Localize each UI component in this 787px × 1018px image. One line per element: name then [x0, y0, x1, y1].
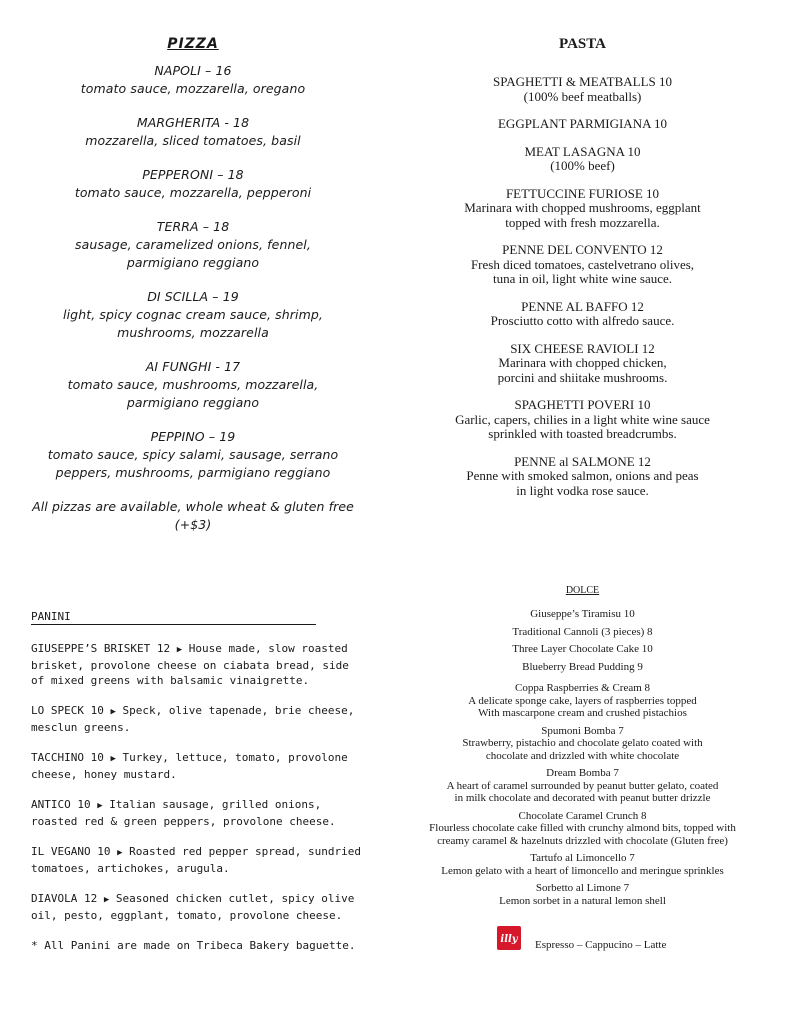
panini-item [31, 703, 361, 735]
pizza-name: AI FUNGHI - 17 [145, 359, 241, 374]
svg-text:illy: illy [500, 934, 518, 945]
pasta-item [410, 75, 755, 104]
dolce-item [410, 852, 755, 877]
pizza-desc: light, spicy cognac cream sauce, shrimp, mushrooms, mozzarella [63, 307, 323, 340]
coffee-line [497, 926, 747, 952]
pizza-heading: PIZZA [167, 36, 219, 52]
pizza-item [18, 288, 368, 342]
pasta-item [410, 243, 755, 287]
panini-name: LO SPECK 10 [31, 704, 104, 717]
pasta-desc: Marinara with chopped chicken, porcini and shiitake mushrooms. [497, 355, 668, 385]
pizza-item [18, 166, 368, 202]
dolce-item [410, 626, 755, 639]
pizza-name: MARGHERITA - 18 [136, 115, 250, 130]
panini-heading: PANINI [31, 610, 316, 625]
illy-logo-icon [497, 926, 521, 950]
panini-desc: House made, slow roasted brisket, provolone cheese on ciabata bread, side of mixed greens with balsamic vinaigrette. [31, 642, 349, 687]
dolce-name: Sorbetto al Limone 7 [535, 882, 630, 894]
dolce-desc: A delicate sponge cake, layers of raspberries topped With mascarpone cream and crushed pistachios [468, 694, 697, 719]
dolce-item [410, 810, 755, 848]
panini-name: GIUSEPPE’S BRISKET 12 [31, 642, 171, 655]
pasta-name: PENNE DEL CONVENTO 12 [502, 242, 663, 257]
dolce-desc: A heart of caramel surrounded by peanut butter gelato, coated in milk chocolate and decorated with peanut butter drizzle [446, 779, 719, 804]
pizza-desc: tomato sauce, mozzarella, oregano [80, 81, 306, 96]
pasta-item [410, 398, 755, 442]
panini-note: * All Panini are made on Tribeca Bakery baguette. [31, 939, 356, 952]
dolce-name: Coppa Raspberries & Cream 8 [514, 682, 651, 694]
pizza-name: PEPPINO – 19 [150, 429, 236, 444]
panini-name: TACCHINO 10 [31, 751, 104, 764]
dolce-name: Giuseppe’s Tiramisu 10 [530, 608, 635, 620]
panini-desc: Turkey, lettuce, tomato, provolone cheese, honey mustard. [31, 751, 348, 781]
panini-desc: Speck, olive tapenade, brie cheese, mesclun greens. [31, 704, 355, 734]
pasta-desc: Garlic, capers, chilies in a light white wine sauce sprinkled with toasted breadcrumbs. [455, 411, 710, 441]
dolce-name: Dream Bomba 7 [546, 767, 619, 779]
pizza-name: NAPOLI – 16 [154, 63, 232, 78]
pasta-item [410, 300, 755, 329]
pizza-desc: tomato sauce, mozzarella, pepperoni [74, 185, 312, 200]
arrow-icon: ▶ [110, 754, 116, 764]
dolce-desc: Lemon sorbet in a natural lemon shell [499, 894, 666, 907]
pizza-name: DI SCILLA – 19 [147, 289, 239, 304]
pasta-name: SPAGHETTI POVERI 10 [514, 397, 651, 412]
pasta-name: SIX CHEESE RAVIOLI 12 [510, 340, 655, 356]
pasta-desc: Marinara with chopped mushrooms, eggplant topped with fresh mozzarella. [464, 200, 701, 230]
panini-item [31, 844, 361, 876]
dolce-name: Traditional Cannoli (3 pieces) 8 [512, 625, 653, 638]
panini-name: IL VEGANO 10 [31, 845, 111, 858]
pizza-item [18, 114, 368, 150]
pizza-note: All pizzas are available, whole wheat & gluten free (+$3) [32, 499, 354, 532]
dolce-name: Spumoni Bomba 7 [541, 724, 624, 737]
pasta-item [410, 145, 755, 174]
pasta-item [410, 117, 755, 132]
pizza-name: TERRA – 18 [156, 219, 230, 234]
dolce-item [410, 682, 755, 720]
pasta-desc: Prosciutto cotto with alfredo sauce. [490, 313, 675, 328]
pasta-desc: (100% beef) [550, 158, 615, 173]
pizza-desc: tomato sauce, spicy salami, sausage, serrano peppers, mushrooms, parmigiano reggiano [47, 447, 339, 480]
pasta-name: FETTUCCINE FURIOSE 10 [505, 185, 660, 201]
pizza-section [18, 36, 368, 534]
dolce-item [410, 767, 755, 805]
pizza-desc: sausage, caramelized onions, fennel, parmigiano reggiano [75, 237, 311, 270]
arrow-icon: ▶ [117, 848, 123, 858]
pizza-item [18, 62, 368, 98]
pasta-name: SPAGHETTI & MEATBALLS 10 [492, 74, 672, 89]
dolce-name: Three Layer Chocolate Cake 10 [512, 643, 653, 655]
panini-name: ANTICO 10 [31, 798, 91, 811]
pasta-item [410, 455, 755, 499]
dolce-name: Chocolate Caramel Crunch 8 [518, 809, 647, 822]
panini-item [31, 750, 361, 782]
pasta-item [410, 187, 755, 231]
pasta-name: PENNE AL BAFFO 12 [521, 298, 644, 314]
pizza-item [18, 358, 368, 412]
pasta-name: EGGPLANT PARMIGIANA 10 [497, 116, 668, 131]
panini-item [31, 641, 361, 688]
panini-desc: Seasoned chicken cutlet, spicy olive oil, pesto, eggplant, tomato, provolone cheese. [31, 892, 355, 922]
dolce-heading: DOLCE [565, 585, 600, 596]
panini-desc: Roasted red pepper spread, sundried tomatoes, artichokes, arugula. [31, 845, 361, 875]
panini-desc: Italian sausage, grilled onions, roasted red & green peppers, provolone cheese. [31, 798, 336, 828]
dolce-item [410, 882, 755, 907]
dolce-desc: Lemon gelato with a heart of limoncello and meringue sprinkles [441, 864, 724, 877]
panini-item [31, 891, 361, 923]
dolce-name: Blueberry Bread Pudding 9 [522, 660, 643, 673]
pasta-item [410, 342, 755, 386]
arrow-icon: ▶ [110, 707, 116, 717]
pasta-desc: (100% beef meatballs) [523, 88, 642, 104]
arrow-icon: ▶ [97, 801, 103, 811]
pasta-heading: PASTA [559, 36, 606, 52]
pasta-desc: Fresh diced tomatoes, castelvetrano olives, tuna in oil, light white wine sauce. [470, 256, 695, 286]
dolce-desc: Flourless chocolate cake filled with crunchy almond bits, topped with creamy caramel & hazelnuts drizzled with chocolate (Gluten free) [429, 822, 736, 847]
dolce-item [410, 608, 755, 621]
dolce-item [410, 725, 755, 763]
arrow-icon: ▶ [103, 895, 110, 905]
dolce-item [410, 643, 755, 656]
pizza-desc: mozzarella, sliced tomatoes, basil [85, 133, 301, 148]
dolce-desc: Strawberry, pistachio and chocolate gelato coated with chocolate and drizzled with white chocolate [462, 737, 703, 762]
pizza-item [18, 218, 368, 272]
arrow-icon: ▶ [176, 645, 183, 655]
pizza-name: PEPPERONI – 18 [142, 167, 244, 182]
pasta-name: MEAT LASAGNA 10 [524, 143, 641, 159]
dolce-item [410, 661, 755, 674]
pasta-name: PENNE al SALMONE 12 [514, 453, 651, 469]
pizza-item [18, 428, 368, 482]
panini-item [31, 797, 361, 829]
panini-section [31, 610, 361, 953]
pizza-desc: tomato sauce, mushrooms, mozzarella, parmigiano reggiano [67, 377, 319, 410]
dolce-section [410, 585, 755, 912]
pasta-desc: Penne with smoked salmon, onions and peas in light vodka rose sauce. [466, 468, 699, 498]
pasta-section [410, 36, 755, 511]
panini-name: DIAVOLA 12 [31, 892, 98, 905]
dolce-name: Tartufo al Limoncello 7 [530, 852, 635, 864]
coffee-text: Espresso – Cappucino – Latte [535, 939, 667, 951]
